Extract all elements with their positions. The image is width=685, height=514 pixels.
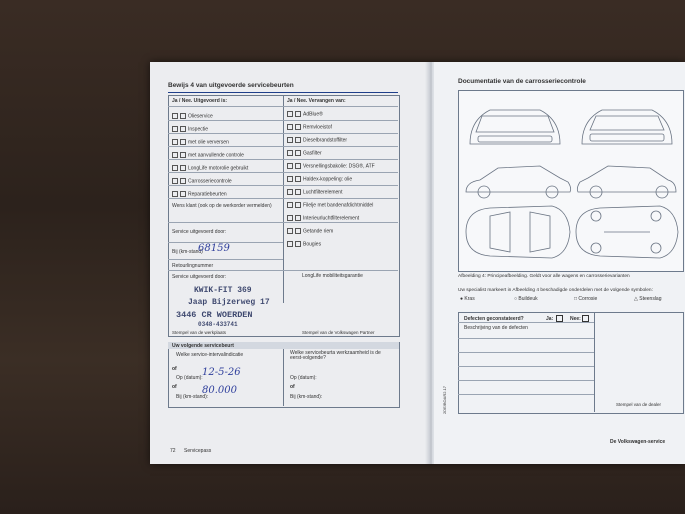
workshop-stamp-line-3: 3446 CR WOERDEN: [176, 310, 253, 320]
car-outline-diagram: [460, 92, 682, 268]
defects-row: [458, 394, 594, 395]
footer-text-right: De Volkswagen-service: [610, 439, 666, 445]
table-row: [168, 106, 398, 107]
table-row: [168, 172, 398, 173]
workshop-stamp-line-4: 0348-433741: [198, 321, 238, 328]
ja-checkbox[interactable]: [556, 315, 563, 322]
service-booklet: [150, 62, 685, 464]
left-item-11: Service uitgevoerd door:: [172, 274, 227, 280]
bij-km-label-right: Bij (km-stand):: [290, 394, 323, 400]
left-item-5: Carrosseriecontrole: [172, 178, 232, 184]
right-item-4: Versnellingsbakolie: DSG®, ATF: [287, 163, 375, 169]
table-row: [168, 159, 398, 160]
defects-label: Defecten geconstateerd?: [464, 316, 524, 322]
right-item-7: Filelje met bandenafdichtmiddel: [287, 202, 373, 208]
symbol-buildeuk: ○ Buildeuk: [514, 296, 538, 302]
right-item-8: Interieurluchtfilterelement: [287, 215, 359, 221]
defects-row: [458, 366, 594, 367]
steenslag-marker-icon: △: [634, 296, 638, 302]
table-row: [168, 133, 398, 134]
left-page: [150, 62, 428, 464]
workshop-stamp-line-1: KWIK-FIT 369: [194, 286, 252, 295]
right-item-1: Remvloeistof: [287, 124, 332, 130]
defects-row: [458, 338, 594, 339]
left-item-8: Service uitgevoerd door:: [172, 229, 227, 235]
of-label: of: [172, 384, 177, 390]
col-left-header: Ja / Nee. Uitgevoerd is:: [172, 98, 228, 104]
symbol-corrosie: □ Corrosie: [574, 296, 598, 302]
footer-page-number: 72: [170, 448, 176, 454]
right-item-2: Dieselbrandstoffilter: [287, 137, 347, 143]
table-row: [168, 120, 398, 121]
next-left-label: Welke service-intervalindicatie: [176, 352, 244, 358]
right-item-5: Haldex-koppeling: olie: [287, 176, 352, 182]
left-item-3: met aanvullende controle: [172, 152, 244, 158]
defects-divider: [594, 312, 595, 412]
figure-caption: Afbeelding 4: Principeafbeelding. Geldt voor alle wagens en carrosserievarianten: [458, 274, 630, 279]
right-item-9: Getande riem: [287, 228, 333, 234]
km-value-handwritten: 68159: [198, 243, 230, 254]
table-divider: [283, 95, 284, 303]
bij-km-label-left: Bij (km-stand):: [176, 394, 209, 400]
buildeuk-marker-icon: ○: [514, 296, 518, 302]
stamp-caption-left: Stempel van de werkplaats: [172, 330, 227, 335]
defects-row: [458, 380, 594, 381]
workshop-stamp-line-2: Jaap Bijzerweg 17: [188, 298, 270, 307]
table-row: [168, 259, 283, 260]
symbol-kras: ● Kras: [460, 296, 475, 302]
next-service-title: Uw volgende servicebeurt: [172, 343, 234, 349]
stamp-caption-right: Stempel van de Volkswagen Partner: [302, 330, 375, 335]
footer-text-left: Servicepass: [184, 448, 212, 454]
right-item-6: Luchtfilterelement: [287, 189, 342, 195]
table-row: [168, 242, 283, 243]
left-item-10: Retourlingnummer: [172, 263, 214, 269]
next-km-handwritten: 80.000: [202, 385, 237, 396]
symbol-steenslag: △ Steenslag: [634, 296, 662, 302]
left-item-9: Bij (km-stand): [172, 249, 203, 255]
left-item-4: LongLife motorolie gebruikt: [172, 165, 248, 171]
left-item-6: Reparatiebeurten: [172, 191, 227, 197]
right-item-10: Bougies: [287, 241, 321, 247]
op-datum-label-right: Op (datum):: [290, 375, 317, 381]
defects-row: [458, 322, 594, 323]
table-row: [168, 185, 398, 186]
next-right-label: Welke servicebeurta werkzaamheid is de eerst-volgende?: [290, 350, 381, 361]
next-date-handwritten: 12-5-26: [202, 367, 241, 378]
table-row: [168, 222, 398, 223]
next-service-divider: [283, 349, 284, 406]
right-page: [434, 62, 685, 464]
dealer-stamp-caption: Stempel van de dealer: [616, 402, 662, 407]
kras-marker-icon: ●: [460, 296, 464, 302]
title-underline: [168, 92, 398, 93]
op-datum-label-left: Op (datum):: [176, 375, 203, 381]
table-row: [168, 146, 398, 147]
table-row: [168, 270, 398, 271]
symbol-intro: Uw specialist markeert in Afbeelding 4 beschadigde onderdelen met de volgende symbolen:: [458, 288, 653, 293]
table-row: [168, 198, 398, 199]
left-item-0: Olieservice: [172, 113, 213, 119]
of-label: of: [290, 384, 295, 390]
nee-label: Nee:: [570, 316, 581, 322]
left-item-7: Wens klant (ook op de werkorder vermelden): [172, 203, 272, 209]
of-label: of: [172, 366, 177, 372]
left-item-2: met olie verversen: [172, 139, 229, 145]
col-right-header: Ja / Nee. Vervangen van:: [287, 98, 346, 104]
right-item-3: Gasfilter: [287, 150, 322, 156]
corrosie-marker-icon: □: [574, 296, 578, 302]
left-item-1: Inspectie: [172, 126, 208, 132]
defects-row: [458, 352, 594, 353]
ja-label: Ja:: [546, 316, 554, 322]
side-code: 2DE/BOAR2.17: [442, 385, 447, 414]
nee-checkbox[interactable]: [582, 315, 589, 322]
right-page-title: Documentatie van de carrosseriecontrole: [458, 78, 586, 85]
defects-description-label: Beschrijving van de defecten: [464, 325, 528, 331]
right-item-11: LongLife mobiliteitsgarantie: [302, 273, 363, 279]
right-item-0: AdBlue®: [287, 111, 323, 117]
left-page-title: Bewijs 4 van uitgevoerde servicebeurten: [168, 82, 294, 89]
